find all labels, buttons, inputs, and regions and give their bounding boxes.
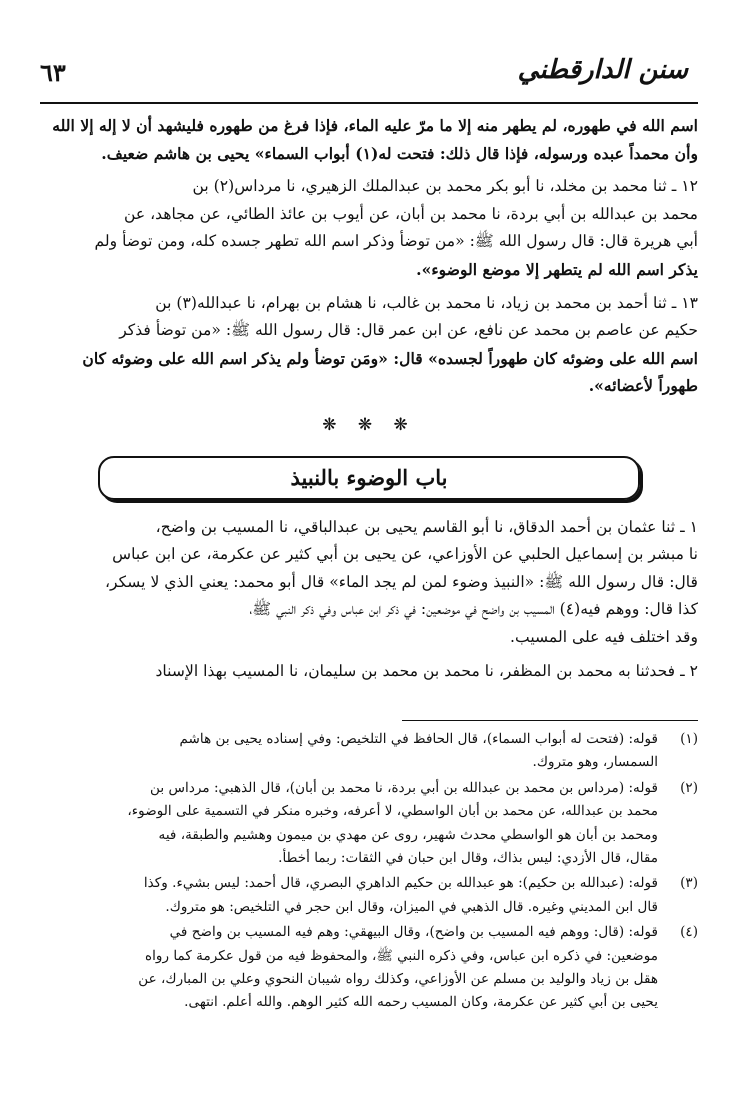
footnote-line: ومحمد بن أبان هو الواسطي محدث شهير، روى عن مهدي بن ميمون وهشيم والطبقة، فيه <box>158 826 658 843</box>
footnote-line: محمد بن عبدالله، عن محمد بن أبان الواسطي، لا أعرفه، وخبره منكر في التسمية على الوضوء، <box>127 803 658 820</box>
section-ornament: ❋ ❋ ❋ <box>322 414 416 435</box>
footnote-number: (٢) <box>680 779 698 796</box>
text-line: كذا قال: ووهم فيه(٤) المسيب بن واضح في موضعين: في ذكر ابن عباس وفي ذكر النبي ﷺ، <box>249 600 698 619</box>
text-line: قال: قال رسول الله ﷺ: «النبيذ وضوء لمن لم يجد الماء» قال أبو محمد: يعني الذي لا يسكر، <box>104 572 698 591</box>
text-line: طهوراً لأعضائه». <box>588 376 698 396</box>
text-line: نا مبشر بن إسماعيل الحلبي عن الأوزاعي، عن يحيى بن أبي كثير عن عكرمة، عن ابن عباس <box>112 545 698 564</box>
hadith-12 <box>40 173 698 283</box>
footnote-line: السمسار، وهو متروك. <box>532 754 658 771</box>
text-line: اسم الله في طهوره، لم يطهر منه إلا ما مرّ عليه الماء، فإذا فرغ من طهوره فليشهد أن لا إله إلا الله <box>52 116 698 135</box>
text-line: وأن محمداً عبده ورسوله، فإذا قال ذلك: فتحت له(١) أبواب السماء» يحيى بن هاشم ضعيف. <box>101 143 698 163</box>
main-text <box>40 112 698 691</box>
text-line: اسم الله على وضوئه كان طهوراً لجسده» قال: «ومَن توضأ ولم يذكر اسم الله على وضوئه كان <box>82 348 698 368</box>
footnote-line: قال ابن المديني وغيره. قال الذهبي في الميزان، وقال ابن حجر في التلخيص: هو متروك. <box>165 898 658 915</box>
footnote-line: يحيى بن أبي كثير عن عكرمة، وكان المسيب رحمه الله كثير الوهم. والله أعلم. انتهى. <box>184 994 658 1011</box>
footnote-3 <box>40 872 698 919</box>
text-line: وقد اختلف فيه على المسيب. <box>510 627 698 646</box>
intro-paragraph <box>40 112 698 167</box>
text-line: أبي هريرة قال: قال رسول الله ﷺ: «من توضأ وذكر اسم الله تطهر جسده كله، ومن توضأ ولم <box>94 232 698 251</box>
footnote-line: هقل بن زياد والوليد بن مسلم عن الأوزاعي، وكذلك رواه شيبان النحوي وعلي بن المبارك، عن <box>138 971 658 988</box>
text-line: ١٣ ـ ثنا أحمد بن محمد بن زياد، نا محمد بن غالب، نا هشام بن بهرام، نا عبدالله(٣) بن <box>155 293 698 312</box>
footnote-line: مقال، قال الأزدي: ليس بذاك، وقال ابن حبان في الثقات: ربما أخطأ. <box>278 850 658 867</box>
text-line: ١ ـ ثنا عثمان بن أحمد الدقاق، نا أبو القاسم يحيى بن عبدالباقي، نا المسيب بن واضح، <box>155 517 698 536</box>
chapter-hadith-1 <box>40 514 698 652</box>
text-line: ٢ ـ فحدثنا به محمد بن المظفر، نا محمد بن محمد بن سليمان، نا المسيب بهذا الإسناد <box>155 661 698 680</box>
text-line: ١٢ ـ ثنا محمد بن مخلد، نا أبو بكر محمد بن عبدالملك الزهيري، نا مرداس(٢) بن <box>192 177 698 196</box>
header-rule <box>40 102 698 104</box>
footnote-4 <box>40 921 698 1015</box>
running-title: سنن الدارقطني <box>517 55 688 85</box>
footnote-line: قوله: (فتحت له أبواب السماء)، قال الحافظ في التلخيص: وفي إسناده يحيى بن هاشم <box>179 731 658 747</box>
hadith-13 <box>40 290 698 400</box>
footnote-number: (٤) <box>680 924 698 941</box>
footnote-line: قوله: (مرداس بن محمد بن عبدالله بن أبي بردة، نا محمد بن أبان)، قال الذهبي: مرداس بن <box>150 779 658 796</box>
footnote-1 <box>40 728 698 775</box>
footnote-number: (٣) <box>680 875 698 892</box>
footnote-2 <box>40 777 698 871</box>
chapter-hadith-2 <box>40 658 698 686</box>
footnotes <box>40 728 698 1017</box>
footnote-line: قوله: (قال: ووهم فيه المسيب بن واضح)، وقال البيهقي: وهم فيه المسيب بن واضح في <box>169 924 658 941</box>
text-line: محمد بن عبدالله بن أبي بردة، نا محمد بن أبان، عن أيوب بن عائذ الطائي، عن مجاهد، عن <box>123 204 698 223</box>
footnote-number: (١) <box>680 731 698 747</box>
footnote-line: موضعين: في ذكره ابن عباس، وفي ذكره النبي ﷺ، والمحفوظ فيه من قول عكرمة كما رواه <box>145 947 658 964</box>
footnote-rule <box>402 720 698 721</box>
footnote-line: قوله: (عبدالله بن حكيم): هو عبدالله بن حكيم الداهري البصري، قال أحمد: ليس بشيء. وكذا <box>143 875 658 892</box>
chapter-title: باب الوضوء بالنبيذ <box>98 456 640 500</box>
page-number: ٦٣ <box>40 58 66 87</box>
text-line: حكيم عن عاصم بن محمد عن نافع، عن ابن عمر قال: قال رسول الله ﷺ: «من توضأ فذكر <box>119 321 698 340</box>
text-line: يذكر اسم الله لم يتطهر إلا موضع الوضوء». <box>416 259 698 279</box>
